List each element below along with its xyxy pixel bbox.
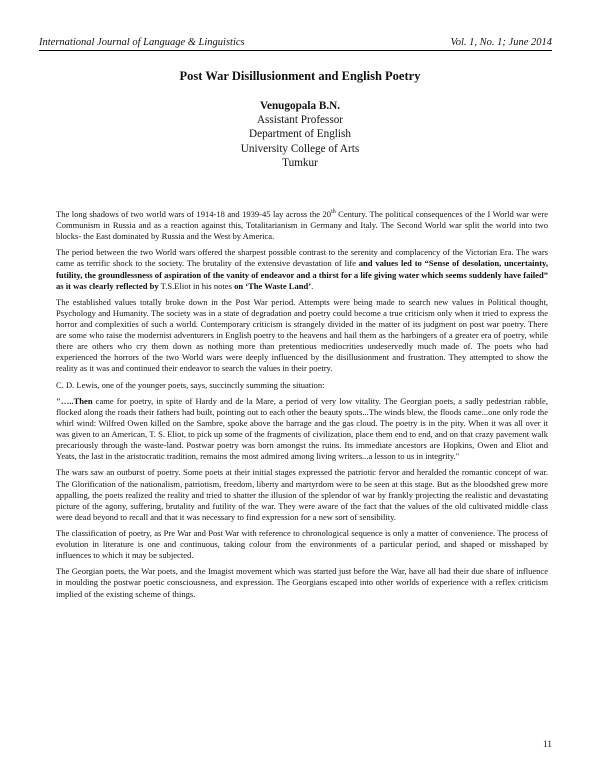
paragraph-3: The established values totally broke down in the Post War period. Attempts were being made to search new values in Political thought, Psychology and Humanity. The society was in a state of degradation and poetry could become a true criticism only when it tried to express the horror and complexities of such a world. Contemporary criticism is strangely divided in the matter of its judgment on post war poetry. There are some who raise the modernist adventurers in English poetry to the heavens and hail them as the harbingers of a greater era of poetry, while there are others who cry them down as nothing more than pretentious mediocrities undeservedly much made of. The poets who had experienced the horrors of the two World wars were deeply influenced by the disillusionment and frustration. They attempted to show the reality as it was and continued their endeavor to search the values in their poetry. (56, 296, 548, 374)
paragraph-8: The Georgian poets, the War poets, and the Imagist movement which was started just before the War, have all had their due share of influence in moulding the postwar poetic consciousness, and expression. The Georgians escaped into other worlds of experience with a reflex criticism implied of the existing scheme of things. (56, 566, 548, 599)
paragraph-7: The classification of poetry, as Pre War and Post War with reference to chronological sequence is only a matter of convenience. The process of evolution in literature is one and continuous, taking colour from the environments of a particular period, and shaped or misshaped by influences to which it may be subjected. (56, 528, 548, 561)
article-body (56, 209, 548, 605)
paragraph-2-text-b: T.S.Eliot in his notes (158, 280, 235, 291)
paragraph-1 (56, 209, 548, 242)
paragraph-1-text-b: Century. The political consequences of the I World war were Communism in Russia and as a reaction against this, Totalitarianism in Germany and Italy. The Second World war split the world into two blocks- the East dominated by Russia and the West by America. (56, 209, 549, 242)
page-number: 11 (542, 740, 552, 750)
journal-name: International Journal of Language & Linguistics (39, 37, 245, 48)
author-city: Tumkur (282, 156, 318, 169)
paper-title: Post War Disillusionment and English Poetry (179, 69, 421, 83)
author-name: Venugopala B.N. (259, 100, 341, 112)
paragraph-2-text-c: . (311, 280, 314, 291)
paragraph-2-bold-title: on ‘The Waste Land’ (234, 280, 312, 291)
paragraph-2 (56, 247, 548, 291)
running-header (39, 37, 552, 51)
author-college: University College of Arts (240, 142, 360, 155)
paragraph-5-text: came for poetry, in spite of Hardy and de la Mare, a period of very low vitality. The Georgian poets, a sadly pedestrian rabble, flocked along the roads their fathers had built, pointing out to each other the beauty spots...The winds blew, the floods came...one only rode the whirl wind: Wilfred Owen killed on the Sambre, spoke above the barrage and the gas cloud. The poetry is in the pity. When it was all over it was given to an American, T. S. Eliot, to pick up some of the fragments of civilization, place them end to end, and on that crazy pavement walk precariously through the waste-land. Postwar poetry was born amongst the ruins. Its immediate ancestors are Hopkins, Owen and Eliot and Yeats, the last in the aristocratic tradition, remains the most admired among living writers...a lesson to us in integrity." (56, 395, 548, 462)
paragraph-2-text-a: The period between the two World wars offered the sharpest possible contrast to the serenity and complacency of the Victorian Era. The wars came as terrific shock to the society. The brutality of the extensive devastation of life (56, 247, 548, 269)
volume-info: Vol. 1, No. 1; June 2014 (450, 37, 552, 48)
paragraph-4: C. D. Lewis, one of the younger poets, says, succinctly summing the situation: (56, 379, 325, 390)
header-rule (39, 50, 552, 51)
paragraph-2-bold-quote: and values led to “Sense of desolation, uncertainty, futility, the groundlessness of aspiration of the vanity of endeavor and a thirst for a life giving water which seems suddenly have failed” as it was clearly reflected by (56, 258, 548, 291)
ordinal-superscript: th (331, 209, 336, 216)
author-block (0, 99, 600, 170)
paragraph-6: The wars saw an outburst of poetry. Some poets at their initial stages expressed the patriotic fervor and heralded the romantic concept of war. The Glorification of the nationalism, patriotism, freedom, liberty and martyrdom were to be seen at this stage. But as the bloodshed grew more appalling, the poets realized the reality and tried to shatter the illusion of the splendor of war by frankly projecting the realistic and devastating picture of the agony, suffering, brutality and futility of the war. They were aware of the fact that the values of the old cultivated middle class were dead beyond to recall and that it was necessary to find expression for a new sort of sensibility. (56, 467, 548, 522)
author-position: Assistant Professor (256, 114, 344, 127)
paragraph-5-bold-lead: "…..Then (56, 395, 93, 406)
paragraph-1-text-a: The long shadows of two world wars of 1914-18 and 1939-45 lay across the 20 (56, 209, 332, 219)
paragraph-5-quotation (56, 396, 548, 462)
author-department: Department of English (249, 128, 351, 141)
